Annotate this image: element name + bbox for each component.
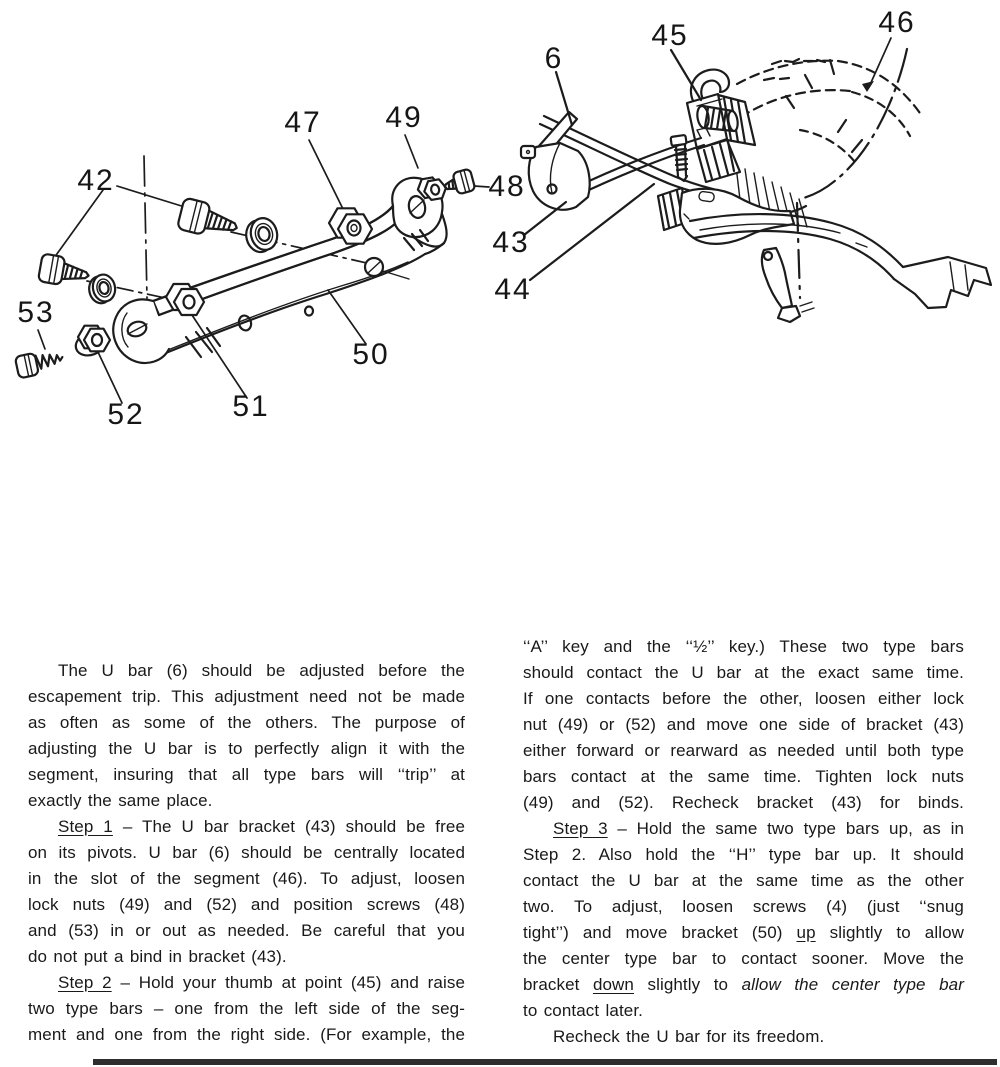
text-line	[523, 764, 964, 790]
text-line	[523, 920, 964, 946]
text-segment: contact the U bar at the same time as the other	[523, 871, 964, 890]
text-segment: to contact later.	[523, 1001, 643, 1020]
text-segment: adjusting the U bar is to perfectly align it with the	[28, 739, 465, 758]
nut-52	[73, 326, 110, 360]
text-line	[28, 918, 465, 944]
callout-49: 49	[385, 101, 423, 134]
text-segment: should contact the U bar at the exact same time.	[523, 663, 964, 682]
callout-42: 42	[77, 164, 115, 197]
text-segment: nut (49) or (52) and move one side of bracket (43)	[523, 715, 964, 734]
text-segment: either forward or rearward as needed until both type	[523, 741, 964, 760]
text-segment: bracket	[523, 975, 593, 994]
callout-52: 52	[107, 398, 145, 431]
scan-artifact-bar	[93, 1059, 997, 1065]
text-line	[28, 710, 465, 736]
text-line	[28, 788, 465, 814]
underlined-text: Step 3	[553, 819, 608, 838]
text-line	[523, 946, 964, 972]
text-segment: on its pivots. U bar (6) should be centrally located	[28, 843, 465, 862]
text-line	[28, 866, 465, 892]
screw-48	[442, 169, 476, 198]
text-segment: – The U bar bracket (43) should be free	[112, 817, 466, 836]
text-line	[523, 738, 964, 764]
text-segment: If one contacts before the other, loosen either lock	[523, 689, 964, 708]
text-line	[523, 842, 964, 868]
right-diagram	[521, 38, 991, 322]
text-segment: Recheck the U bar for its freedom.	[553, 1027, 825, 1046]
screw-42-top	[177, 197, 241, 242]
text-line	[523, 712, 964, 738]
text-segment: exactly the same place.	[28, 791, 213, 810]
text-line	[28, 762, 465, 788]
text-column-left	[28, 658, 465, 1048]
text-line	[28, 814, 465, 840]
text-line	[523, 894, 964, 920]
text-segment: (49) and (52). Recheck bracket (43) for binds.	[523, 793, 964, 812]
italic-text: allow the center type bar	[741, 975, 964, 994]
hanging-link	[762, 248, 814, 322]
text-line	[28, 658, 465, 684]
text-segment: segment, insuring that all type bars will ‘‘trip’’ at	[28, 765, 465, 784]
text-line	[523, 868, 964, 894]
text-segment: slightly to allow	[815, 923, 965, 942]
text-line	[523, 790, 964, 816]
text-line	[28, 840, 465, 866]
callout-53: 53	[17, 296, 55, 329]
callout-43: 43	[492, 226, 530, 259]
text-segment: slightly to	[633, 975, 742, 994]
callout-51: 51	[232, 390, 270, 423]
callout-46: 46	[878, 6, 916, 39]
text-line	[28, 684, 465, 710]
text-column-right	[523, 634, 964, 1050]
text-segment: do not put a bind in bracket (43).	[28, 947, 287, 966]
text-line	[523, 972, 964, 998]
text-line	[28, 1022, 465, 1048]
text-segment: lock nuts (49) and (52) and position screws (48)	[28, 895, 465, 914]
text-line	[523, 686, 964, 712]
text-segment: The U bar (6) should be adjusted before the	[58, 661, 465, 680]
text-line	[523, 660, 964, 686]
text-segment: tight’’) and move bracket (50)	[523, 923, 797, 942]
bracket-50	[113, 178, 446, 363]
text-segment: bars contact at the same time. Tighten lock nuts	[523, 767, 964, 786]
text-line	[523, 1024, 964, 1050]
text-line	[28, 970, 465, 996]
underlined-text: up	[796, 923, 816, 942]
text-segment: two type bars – one from the left side of the seg-	[28, 999, 465, 1018]
text-segment: and (53) in or out as needed. Be careful that you	[28, 921, 465, 940]
arrow-46	[862, 38, 891, 92]
text-line	[28, 892, 465, 918]
text-segment: Step 2. Also hold the ‘‘H’’ type bar up. It should	[523, 845, 964, 864]
text-segment: escapement trip. This adjustment need not be made	[28, 687, 465, 706]
text-line	[523, 816, 964, 842]
text-segment: ment and one from the right side. (For example, the	[28, 1025, 465, 1044]
underlined-text: Step 2	[58, 973, 112, 992]
adjusting-screw-44	[671, 135, 687, 181]
callout-45: 45	[651, 19, 689, 52]
screw-42-left	[38, 253, 91, 289]
washer-left	[87, 273, 118, 306]
callout-6: 6	[544, 42, 564, 75]
text-line	[523, 634, 964, 660]
washer-top	[243, 215, 281, 255]
underlined-text: down	[592, 975, 634, 994]
text-segment: – Hold your thumb at point (45) and raise	[111, 973, 465, 992]
callout-48: 48	[488, 170, 526, 203]
text-segment: – Hold the same two type bars up, as in	[607, 819, 965, 838]
text-segment: in the slot of the segment (46). To adjust, loosen	[28, 869, 465, 888]
text-segment: the center type bar to contact sooner. Move the	[523, 949, 964, 968]
screw-53	[15, 347, 65, 378]
text-segment: ‘‘A’’ key and the ‘‘½’’ key.) These two type bars	[523, 637, 964, 656]
escapement-body	[680, 189, 794, 244]
callout-50: 50	[352, 338, 390, 371]
text-segment: two. To adjust, loosen screws (4) (just ‘‘snug	[523, 897, 964, 916]
text-segment: as often as some of the others. The purpose of	[28, 713, 465, 732]
text-line	[28, 736, 465, 762]
underlined-text: Step 1	[58, 817, 113, 836]
callout-44: 44	[494, 273, 532, 306]
text-line	[523, 998, 964, 1024]
text-line	[28, 944, 465, 970]
text-line	[28, 996, 465, 1022]
u-bar-bracket-43	[521, 112, 590, 210]
callout-47: 47	[284, 106, 322, 139]
